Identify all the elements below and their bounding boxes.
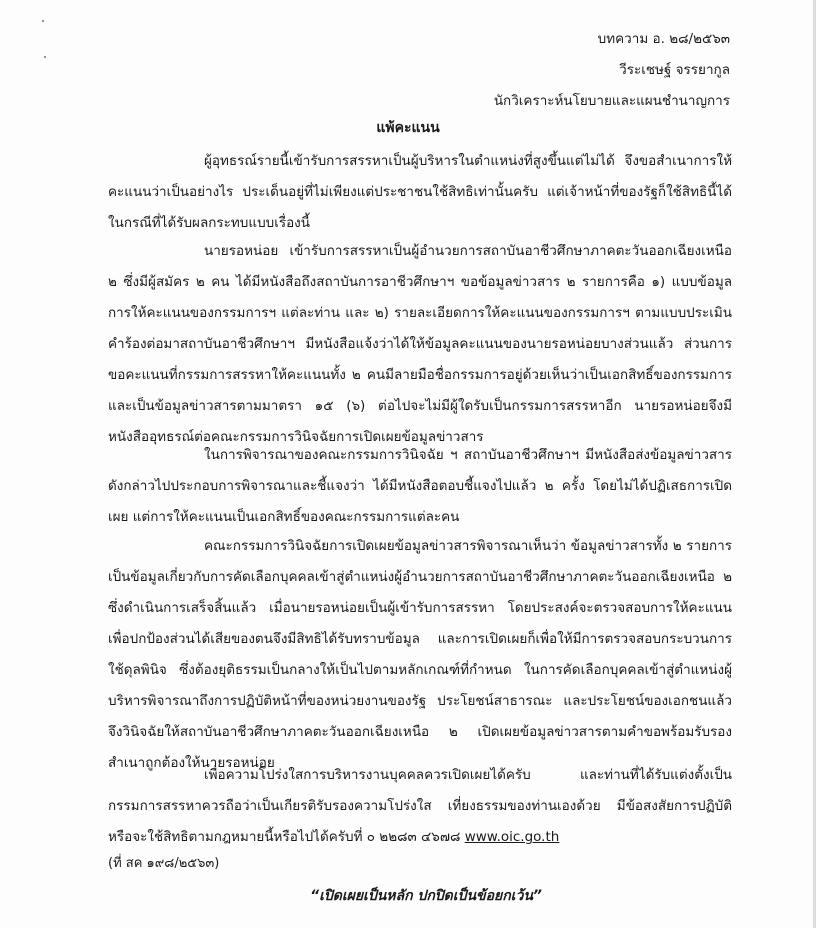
- document-header: [494, 24, 730, 117]
- paragraph: ผู้อุทธรณ์รายนี้เข้ารับการสรรหาเป็นผู้บริหารในตำแหน่งที่สูงขึ้นแต่ไม่ได้ จึงขอสำเนาการให้คะแนนว่าเป็นอย่างไร ประเด็นอยู่ที่ไม่เพียงแต่ประชาชนใช้สิทธิเท่านั้นครับ แต่เจ้าหน้าที่ของรัฐก็ใช้สิทธินี้ได้ในกรณีที่ได้รับผลกระทบแบบเรื่องนี้: [108, 153, 732, 231]
- author-name: วีระเชษฐ์ จรรยากูล: [619, 62, 730, 78]
- article-title: แพ้คะแนน: [376, 120, 440, 136]
- scan-speck: [44, 56, 46, 58]
- paragraph: นายรอหน่อย เข้ารับการสรรหาเป็นผู้อำนวยการสถาบันอาชีวศึกษาภาคตะวันออกเฉียงเหนือ ๒ ซึ่งมีผู้สมัคร ๒ คน ได้มีหนังสือถึงสถาบันการอาชีวศึกษาฯ ขอข้อมูลข่าวสาร ๒ รายการคือ ๑) แบบข้อมูลการให้คะแนนของกรรมการฯ แต่ละท่าน และ ๒) รายละเอียดการให้คะแนนของกรรมการฯ ตามแบบประเมินคำร้องต่อมาสถาบันอาชีวศึกษาฯ มีหนังสือแจ้งว่าได้ให้ข้อมูลคะแนนของนายรอหน่อยบางส่วนแล้ว ส่วนการขอคะแนนที่กรรมการสรรหาให้คะแนนทั้ง ๒ คนมีลายมือชื่อกรรมการอยู่ด้วยเห็นว่าเป็นเอกสิทธิ์ของกรรมการ และเป็นข้อมูลข่าวสารตามมาตรา ๑๕ (๖) ต่อไปจะไม่มีผู้ใดรับเป็นกรรมการสรรหาอีก นายรอหน่อยจึงมีหนังสืออุทธรณ์ต่อคณะกรรมการวินิจฉัยการเปิดเผยข้อมูลข่าวสาร: [108, 243, 732, 445]
- scan-speck: [42, 20, 44, 22]
- reference-number: (ที่ สค ๑๙๘/๒๕๖๓): [108, 856, 220, 871]
- author-position: นักวิเคราะห์นโยบายและแผนชำนาญการ: [493, 93, 730, 109]
- closing-text: เพื่อความโปร่งใสการบริหารงานบุคคลควรเปิดเผยได้ครับ และท่านที่ได้รับแต่งตั้งเป็นกรรมการสรรหาควรถือว่าเป็นเกียรติรับรองความโปร่งใส เที่ยงธรรมของท่านเองด้วย มีข้อสงสัยการปฏิบัติหรือจะใช้สิทธิตามกฎหมายนี้หรือไปได้ครับที่ ๐ ๒๒๘๓ ๔๖๗๘: [108, 767, 732, 845]
- document-number: บทความ อ. ๒๘/๒๕๖๓: [597, 31, 730, 47]
- paragraph: คณะกรรมการวินิจฉัยการเปิดเผยข้อมูลข่าวสารพิจารณาเห็นว่า ข้อมูลข่าวสารทั้ง ๒ รายการเป็นข้อมูลเกี่ยวกับการคัดเลือกบุคคลเข้าสู่ตำแหน่งผู้อำนวยการสถาบันอาชีวศึกษาภาคตะวันออกเฉียงเหนือ ๒ ซึ่งดำเนินการเสร็จสิ้นแล้ว เมื่อนายรอหน่อยเป็นผู้เข้ารับการสรรหา โดยประสงค์จะตรวจสอบการให้คะแนนเพื่อปกป้องส่วนได้เสียของตนจึงมีสิทธิได้รับทราบข้อมูล และการเปิดเผยก็เพื่อให้มีการตรวจสอบกระบวนการใช้ดุลพินิจ ซึ่งต้องยุติธรรมเป็นกลางให้เป็นไปตามหลักเกณฑ์ที่กำหนด ในการคัดเลือกบุคคลเข้าสู่ตำแหน่งผู้บริหารพิจารณาถึงการปฏิบัติหน้าที่ของหน่วยงานของรัฐ ประโยชน์สาธารณะ และประโยชน์ของเอกชนแล้ว จึงวินิจฉัยให้สถาบันอาชีวศึกษาภาคตะวันออกเฉียงเหนือ ๒ เปิดเผยข้อมูลข่าวสารตามคำขอพร้อมรับรองสำเนาถูกต้องให้นายรอหน่อย: [108, 538, 732, 771]
- motto: “เปิดเผยเป็นหลัก ปกปิดเป็นข้อยกเว้น”: [310, 888, 542, 904]
- website-link[interactable]: www.oic.go.th: [464, 829, 560, 845]
- closing-paragraph: [108, 760, 732, 853]
- paragraph: ในการพิจารณาของคณะกรรมการวินิจฉัย ฯ สถาบันอาชีวศึกษาฯ มีหนังสือส่งข้อมูลข่าวสารดังกล่าวไปประกอบการพิจารณาและชี้แจงว่า ได้มีหนังสือตอบชี้แจงไปแล้ว ๒ ครั้ง โดยไม่ได้ปฏิเสธการเปิดเผย แต่การให้คะแนนเป็นเอกสิทธิ์ของคณะกรรมการแต่ละคน: [108, 447, 732, 525]
